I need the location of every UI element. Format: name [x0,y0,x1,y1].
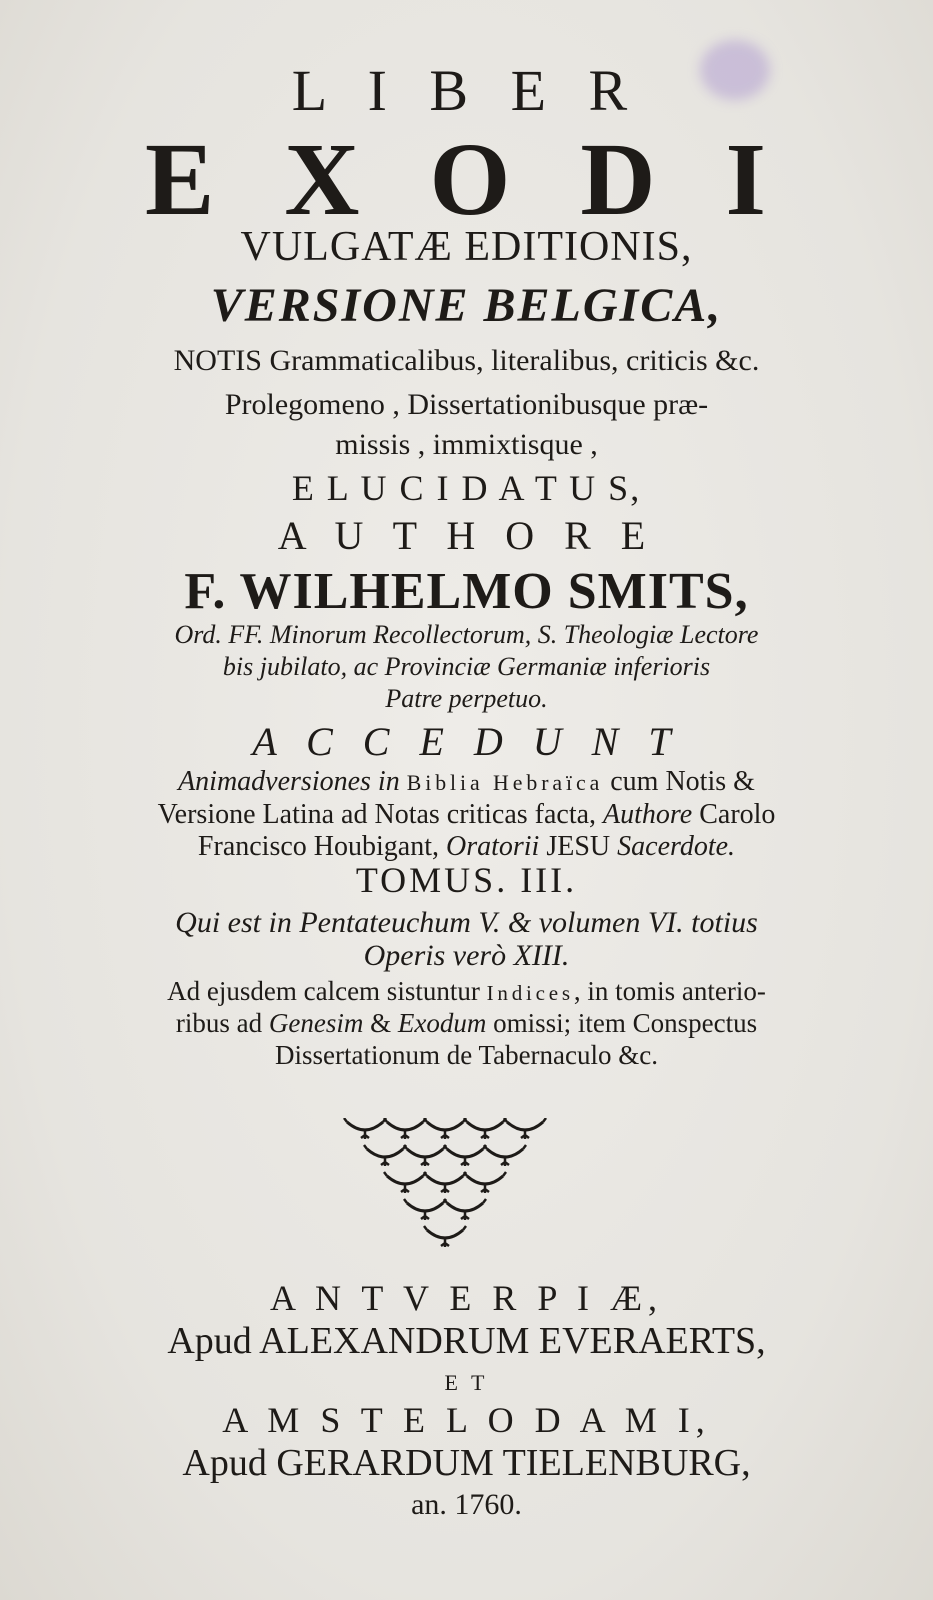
text: JESU [539,831,618,862]
line-operis: Operis verò XIII. [363,939,570,972]
title-liber: L I B E R [291,58,642,123]
line-accedunt: A C C E D U N T [252,719,681,764]
text: Carolo [692,799,776,830]
fleuron-swag-icon [384,1118,426,1139]
text: Oratorii [445,831,540,862]
fleuron-swag-icon [424,1172,466,1193]
fleuron-swag-icon [464,1118,506,1139]
fleuron-swag-icon [404,1199,446,1220]
text: Exodum [397,1008,487,1038]
text: Indices [486,981,574,1005]
accedunt-line-3 [0,833,933,861]
text: & [363,1008,398,1038]
line-ad-1 [0,978,933,1005]
subtitle-versione: VERSIONE BELGICA, [210,279,723,332]
imprint-amstelodami: A M S T E L O D A M I, [222,1400,711,1440]
fleuron-swag-icon [484,1145,526,1166]
fleuron-swag-icon [444,1145,486,1166]
author-desc-2: bis jubilato, ac Provinciæ Germaniæ inferioris [222,652,711,681]
line-notis: NOTIS Grammaticalibus, literalibus, criticis &c. [173,344,760,377]
imprint-tielenburg: Apud GERARDUM TIELENBURG, [182,1442,751,1484]
fleuron-swag-icon [344,1118,386,1139]
fleuron-swag-icon [464,1172,506,1193]
text: Ad ejusdem calcem sistuntur [167,976,487,1006]
line-prolegomeno: Prolegomeno , Dissertationibusque præ- [224,388,709,421]
title-exodi: E X O D I [145,122,788,237]
imprint-everaerts: Apud ALEXANDRUM EVERAERTS, [167,1320,766,1362]
text: Genesim [268,1008,364,1038]
text: ribus ad [175,1008,269,1038]
line-authore: A U T H O R E [277,513,656,558]
text: Biblia Hebraïca [406,771,604,795]
line-qui: Qui est in Pentateuchum V. & volumen VI. totius [175,906,758,939]
fleuron-triangle-icon [0,1118,933,1258]
text: Sacerdote. [617,831,736,862]
line-elucidatus: E L U C I D A T U S, [291,468,642,508]
line-tomus: TOMUS. III. [355,860,578,900]
author-desc-1: Ord. FF. Minorum Recollectorum, S. Theologiæ Lectore [174,620,759,649]
imprint-antverpiae: A N T V E R P I Æ, [269,1278,664,1318]
fleuron-swag-icon [424,1226,466,1247]
accedunt-line-2 [0,801,933,829]
fleuron-swag-icon [504,1118,546,1139]
text: Authore [603,799,693,830]
fleuron-swag-icon [444,1199,486,1220]
subtitle-vulgatae: VULGATÆ EDITIONIS, [240,224,693,270]
text: cum Notis & [603,766,755,797]
text: Francisco Houbigant, [197,831,446,862]
line-ad-2 [0,1010,933,1037]
line-ad-3: Dissertationum de Tabernaculo &c. [275,1040,658,1070]
imprint-date: an. 1760. [411,1488,522,1521]
author-desc-3: Patre perpetuo. [385,684,548,713]
accedunt-line-1 [0,768,933,796]
fleuron-swag-icon [384,1172,426,1193]
fleuron-swag-icon [364,1145,406,1166]
fleuron-swag-icon [404,1145,446,1166]
imprint-et: E T [444,1370,489,1395]
line-missis: missis , immixtisque , [335,428,598,461]
text: omissi; item Conspectus [486,1008,758,1038]
text: Animadversiones in [178,766,407,797]
text: Versione Latina ad Notas criticas facta, [157,799,604,830]
text: , in tomis anterio- [573,976,766,1006]
author-name: F. WILHELMO SMITS, [184,563,749,620]
fleuron-swag-icon [424,1118,466,1139]
